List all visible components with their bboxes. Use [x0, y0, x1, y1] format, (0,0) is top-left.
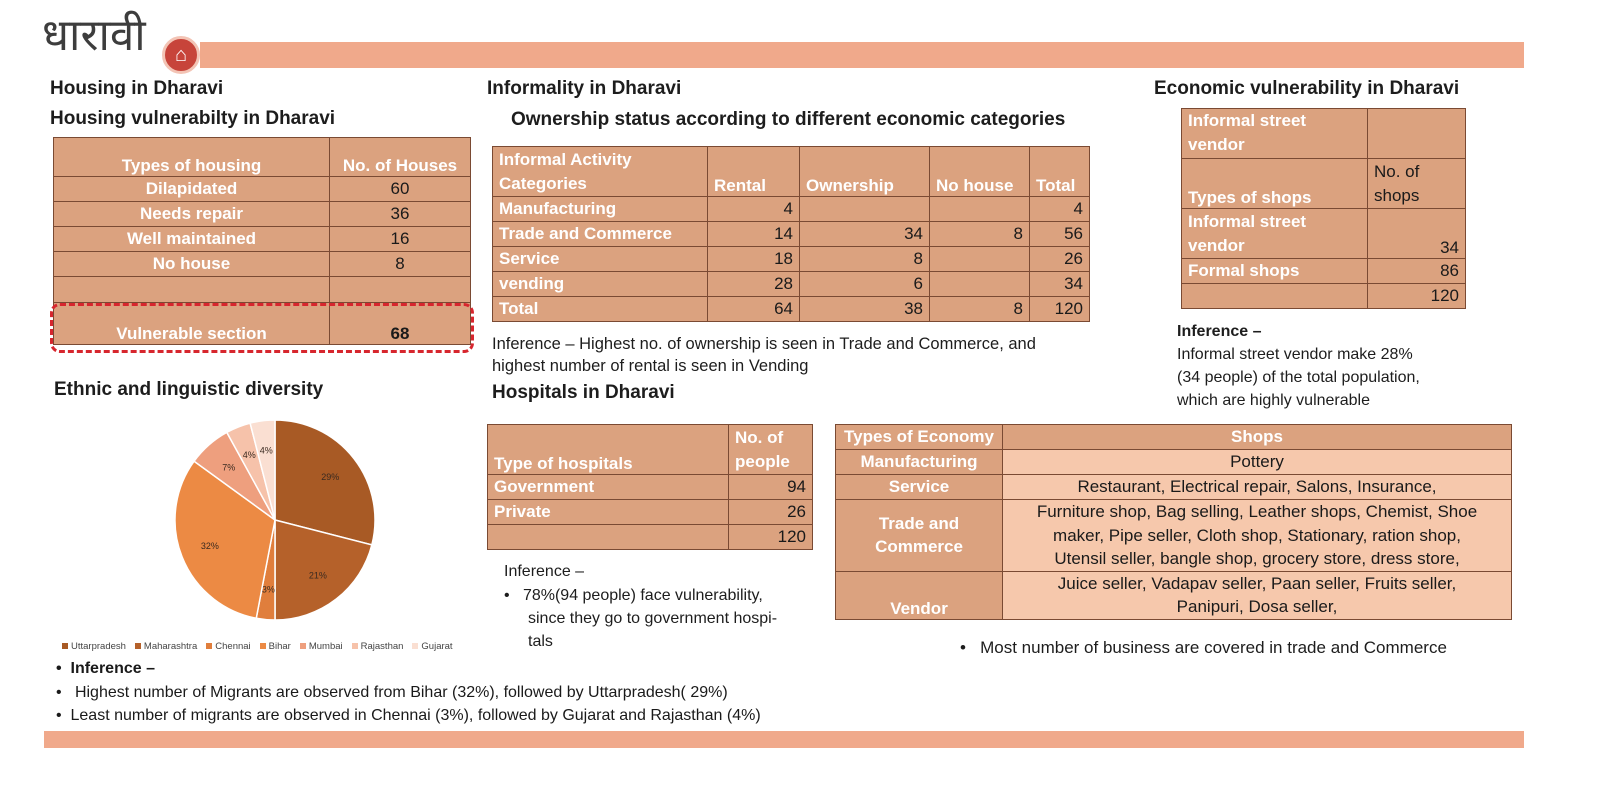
ethnic-title: Ethnic and linguistic diversity: [54, 379, 324, 400]
cell-line: Furniture shop, Bag selling, Leather shops, Chemist, Shoe: [1036, 502, 1478, 521]
table-cell: 36: [330, 202, 471, 227]
home-icon: ⌂: [162, 36, 200, 74]
table-header: Types of Economy: [836, 425, 1003, 450]
table-cell: 16: [330, 227, 471, 252]
pie-data-label: 29%: [321, 472, 340, 483]
table-cell: 4: [1030, 197, 1090, 222]
informality-subtitle: Ownership status according to different economic categories: [511, 109, 1066, 130]
legend-item: [62, 641, 126, 652]
table-cell: 34: [1030, 272, 1090, 297]
table-header: No. of Houses: [330, 138, 471, 177]
table-cell: Well maintained: [54, 227, 330, 252]
header-text: Informal Activity Categories: [499, 149, 632, 193]
table-row: [54, 177, 471, 202]
table-cell: Total: [493, 297, 708, 322]
economy-types-table: [835, 424, 1512, 620]
table-cell: Vendor: [836, 571, 1003, 619]
cell-text: Informal street vendor: [1188, 111, 1307, 154]
table-header: [729, 425, 813, 475]
table-cell: 94: [729, 475, 813, 500]
table-cell: Formal shops: [1182, 259, 1368, 284]
legend-label: Uttarpradesh: [71, 641, 126, 652]
table-header: Types of shops: [1182, 159, 1368, 209]
table-row: [836, 500, 1512, 572]
table-row: [1182, 209, 1466, 259]
table-cell: 68: [330, 303, 471, 345]
informality-inference-line1: Inference – Highest no. of ownership is seen in Trade and Commerce, and: [492, 335, 1036, 353]
table-cell: [1182, 284, 1368, 309]
ethnic-inference-line2: • Least number of migrants are observed in Chennai (3%), followed by Gujarat and Rajasthan (4%): [56, 707, 761, 724]
table-cell: Manufacturing: [836, 450, 1003, 475]
table-header: Ownership: [800, 147, 930, 197]
table-cell: [1003, 500, 1512, 572]
inference-title-text: Inference –: [70, 660, 155, 677]
housing-subtitle: Housing vulnerabilty in Dharavi: [50, 108, 336, 129]
table-cell: [1182, 209, 1368, 259]
legend-item: [260, 641, 291, 652]
table-row: [493, 272, 1090, 297]
cell-line: Juice seller, Vadapav seller, Paan seller, Fruits seller,: [1057, 574, 1457, 593]
table-header-row: [488, 425, 813, 475]
table-cell: 6: [800, 272, 930, 297]
hospitals-title: Hospitals in Dharavi: [492, 382, 675, 403]
table-cell: Needs repair: [54, 202, 330, 227]
legend-label: Chennai: [215, 641, 251, 652]
table-header-row: [493, 147, 1090, 197]
table-row: [54, 252, 471, 277]
table-cell: [54, 277, 330, 303]
table-header: [493, 147, 708, 197]
table-cell: Service: [493, 247, 708, 272]
table-cell: Private: [488, 500, 729, 525]
table-cell: [800, 197, 930, 222]
table-cell: Government: [488, 475, 729, 500]
table-cell: [930, 272, 1030, 297]
table-cell: [930, 247, 1030, 272]
header-bar: [200, 42, 1524, 68]
table-cell: 60: [330, 177, 471, 202]
table-row: [488, 475, 813, 500]
legend-item: [352, 641, 404, 652]
hospitals-inference-line2: since they go to government hospi-: [528, 610, 778, 627]
note-text: Most number of business are covered in trade and Commerce: [980, 638, 1447, 657]
table-header: Type of hospitals: [488, 425, 729, 475]
table-cell: Manufacturing: [493, 197, 708, 222]
table-row: [493, 222, 1090, 247]
informality-inference-line2: highest number of rental is seen in Vending: [492, 357, 809, 375]
legend-item: [206, 641, 250, 652]
table-row: [836, 475, 1512, 500]
table-cell: [330, 277, 471, 303]
table-cell: 26: [729, 500, 813, 525]
table-cell: [488, 525, 729, 550]
table-cell: [930, 197, 1030, 222]
header-text: No. of people: [735, 427, 790, 471]
pie-chart: [150, 412, 390, 632]
table-row: [1182, 109, 1466, 159]
table-cell: 26: [1030, 247, 1090, 272]
table-cell: Trade and Commerce: [493, 222, 708, 247]
table-cell: 18: [708, 247, 800, 272]
pie-data-label: 32%: [200, 540, 219, 551]
legend-label: Rajasthan: [360, 641, 404, 652]
pie-legend: [62, 641, 462, 652]
ethnic-inference-title: • Inference –: [56, 660, 155, 677]
cell-line: maker, Pipe seller, Cloth shop, Stationary, ration shop,: [1053, 525, 1461, 545]
table-header-row: [1182, 159, 1466, 209]
table-row: [836, 450, 1512, 475]
legend-swatch: [412, 643, 418, 649]
table-row: [488, 525, 813, 550]
table-row: [488, 500, 813, 525]
table-header: Total: [1030, 147, 1090, 197]
table-cell: [836, 500, 1003, 572]
table-row: [54, 277, 471, 303]
legend-label: Gujarat: [421, 641, 453, 652]
economic-inference-line1: Informal street vendor make 28%: [1177, 346, 1413, 363]
table-header: No house: [930, 147, 1030, 197]
table-cell: [1182, 109, 1368, 159]
table-cell: 86: [1368, 259, 1466, 284]
table-cell: 56: [1030, 222, 1090, 247]
table-cell: 4: [708, 197, 800, 222]
table-cell: 8: [930, 297, 1030, 322]
housing-title: Housing in Dharavi: [50, 78, 224, 99]
table-cell: 64: [708, 297, 800, 322]
economic-inference-title: Inference –: [1177, 323, 1262, 340]
legend-swatch: [135, 643, 141, 649]
logo-text: धारावी: [42, 10, 146, 61]
table-cell: [1368, 109, 1466, 159]
table-header: Shops: [1003, 425, 1512, 450]
legend-label: Bihar: [268, 641, 291, 652]
legend-swatch: [300, 643, 306, 649]
economic-table: [1181, 108, 1466, 309]
table-cell: 34: [1368, 209, 1466, 259]
table-cell: Dilapidated: [54, 177, 330, 202]
cell-text: Informal street vendor: [1188, 211, 1307, 255]
table-row: [493, 197, 1090, 222]
table-cell: 28: [708, 272, 800, 297]
informality-title: Informality in Dharavi: [487, 78, 682, 99]
legend-item: [135, 641, 197, 652]
hospitals-inference-line3: tals: [528, 633, 553, 650]
economic-inference-line3: which are highly vulnerable: [1177, 392, 1370, 409]
table-row: [836, 571, 1512, 619]
economic-title: Economic vulnerability in Dharavi: [1154, 78, 1460, 99]
hospitals-table: [487, 424, 813, 550]
hospitals-inference-title: Inference –: [504, 563, 585, 580]
table-cell: Restaurant, Electrical repair, Salons, Insurance,: [1003, 475, 1512, 500]
pie-data-label: 4%: [259, 445, 273, 456]
table-cell: 8: [800, 247, 930, 272]
table-cell: 8: [330, 252, 471, 277]
cell-line: Commerce: [875, 537, 963, 557]
legend-label: Mumbai: [308, 641, 343, 652]
table-row: [1182, 284, 1466, 309]
cell-line: Utensil seller, bangle shop, grocery store, dress store,: [1054, 549, 1460, 568]
table-cell: Pottery: [1003, 450, 1512, 475]
table-header: Rental: [708, 147, 800, 197]
pie-data-label: 21%: [308, 570, 327, 581]
cell-line: Trade and: [878, 514, 960, 534]
table-row: [54, 227, 471, 252]
cell-line: Panipuri, Dosa seller,: [1176, 597, 1338, 616]
footer-bar: [44, 731, 1524, 748]
inference-text: Highest number of Migrants are observed from Bihar (32%), followed by Uttarpradesh( 29%): [74, 684, 728, 701]
pie-data-label: 4%: [242, 449, 256, 460]
table-row: [493, 247, 1090, 272]
table-header: [1368, 159, 1466, 209]
table-cell: 14: [708, 222, 800, 247]
economic-inference-line2: (34 people) of the total population,: [1177, 369, 1420, 386]
ethnic-inference-line1: • Highest number of Migrants are observed from Bihar (32%), followed by Uttarpradesh( 29%): [56, 684, 728, 701]
table-cell: 38: [800, 297, 930, 322]
table-cell: No house: [54, 252, 330, 277]
table-row: [493, 297, 1090, 322]
table-row: [1182, 259, 1466, 284]
legend-item: [412, 641, 452, 652]
economy-note: • Most number of business are covered in trade and Commerce: [960, 638, 1447, 657]
legend-label: Maharashtra: [143, 641, 198, 652]
vulnerable-highlight: [50, 303, 474, 353]
table-cell: Vulnerable section: [54, 303, 330, 345]
table-row: [54, 202, 471, 227]
inference-text: Least number of migrants are observed in Chennai (3%), followed by Gujarat and Rajasthan (4%): [70, 707, 761, 724]
table-header-row: [54, 138, 471, 177]
pie-data-label: 7%: [222, 462, 236, 473]
table-cell: 120: [1030, 297, 1090, 322]
table-cell: 120: [1368, 284, 1466, 309]
hospitals-inference-line1: • 78%(94 people) face vulnerability,: [504, 587, 763, 604]
table-header: Types of housing: [54, 138, 330, 177]
legend-item: [300, 641, 343, 652]
table-cell: 34: [800, 222, 930, 247]
legend-swatch: [352, 643, 358, 649]
table-cell: 120: [729, 525, 813, 550]
table-cell: Service: [836, 475, 1003, 500]
legend-swatch: [206, 643, 212, 649]
table-cell: [1003, 571, 1512, 619]
legend-swatch: [260, 643, 266, 649]
table-cell: vending: [493, 272, 708, 297]
table-header-row: [836, 425, 1512, 450]
legend-swatch: [62, 643, 68, 649]
header-text: No. of shops: [1374, 161, 1420, 205]
informality-table: [492, 146, 1090, 322]
inference-text: 78%(94 people) face vulnerability,: [522, 587, 763, 604]
table-cell: 8: [930, 222, 1030, 247]
pie-data-label: 3%: [261, 584, 275, 595]
